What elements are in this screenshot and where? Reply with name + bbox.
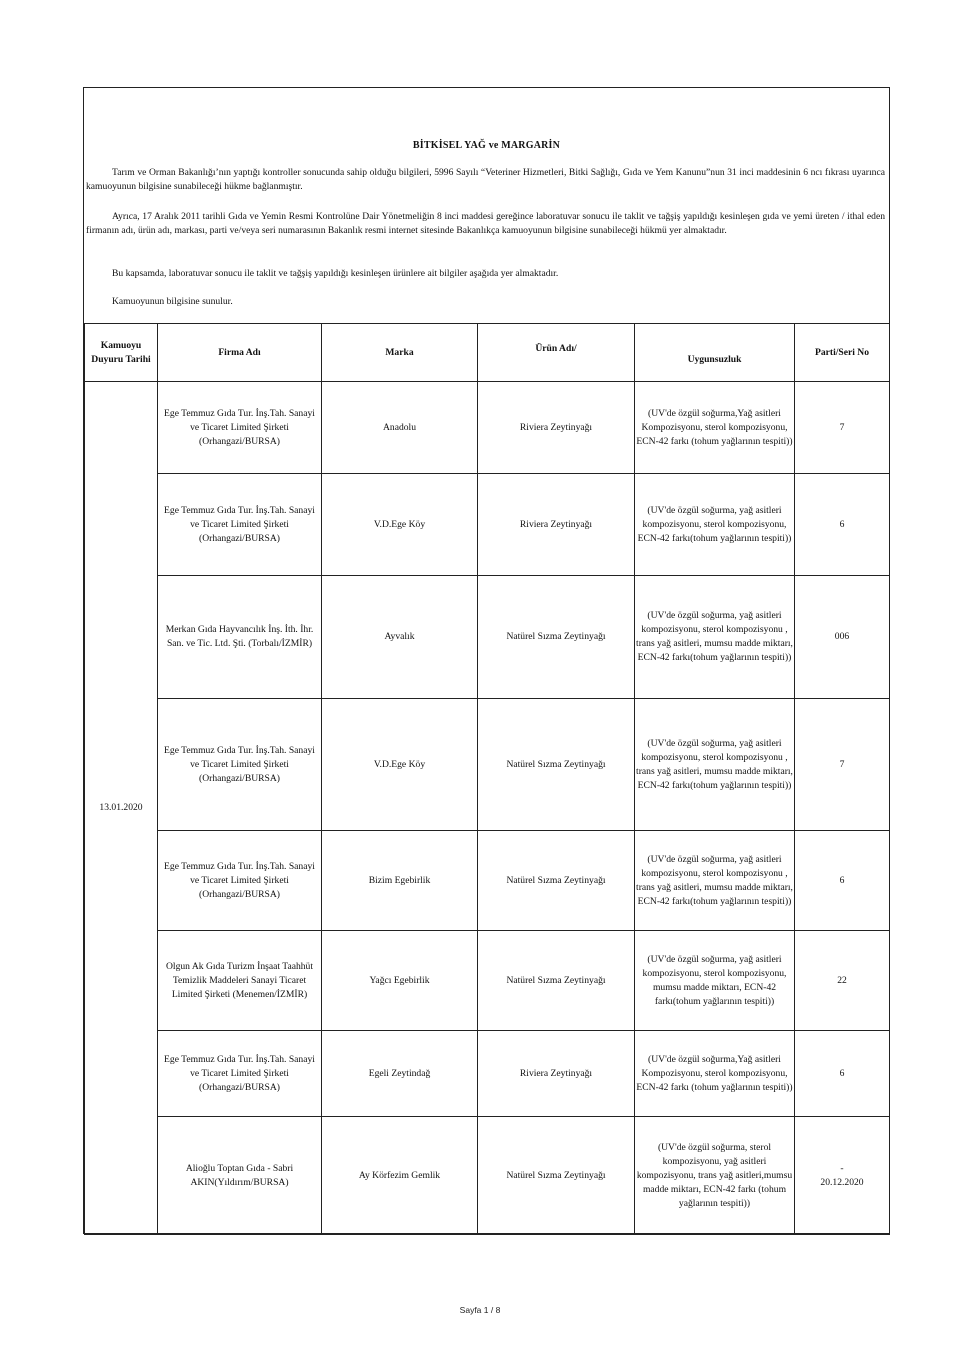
header-lot: Parti/Seri No [795, 324, 890, 382]
results-table [84, 323, 890, 1235]
brand-name: Egeli Zeytindağ [322, 1031, 478, 1117]
table-row [85, 831, 890, 931]
intro-paragraph-3: Bu kapsamda, laboratuvar sonucu ile taklit ve tağşiş yapıldığı kesinleşen ürünlere ait bilgiler aşağıda yer almaktadır. [112, 268, 559, 279]
table-row [85, 576, 890, 699]
table-row [85, 1117, 890, 1235]
brand-name: Anadolu [322, 382, 478, 474]
table-row [85, 382, 890, 474]
product-name: Natürel Sızma Zeytinyağı [478, 576, 635, 699]
table-row [85, 1031, 890, 1117]
firm-name: Ege Temmuz Gıda Tur. İnş.Tah. Sanayi ve Ticaret Limited Şirketi (Orhangazi/BURSA) [158, 382, 322, 474]
firm-name: Alioğlu Toptan Gıda - Sabri AKIN(Yıldırım/BURSA) [158, 1117, 322, 1235]
nonconformity: (UV'de özgül soğurma, yağ asitleri kompozisyonu, sterol kompozisyonu, ECN-42 farkı(tohum yağlarının tespiti)) [635, 474, 795, 576]
product-name: Riviera Zeytinyağı [478, 1031, 635, 1117]
brand-name: Ayvalık [322, 576, 478, 699]
intro-section [84, 88, 889, 324]
brand-name: Ay Körfezim Gemlik [322, 1117, 478, 1235]
header-brand: Marka [322, 324, 478, 382]
lot-number: 22 [795, 931, 890, 1031]
product-name: Natürel Sızma Zeytinyağı [478, 1117, 635, 1235]
page-footer: Sayfa 1 / 8 [459, 1305, 501, 1315]
nonconformity: (UV'de özgül soğurma, yağ asitleri kompozisyonu, sterol kompozisyonu , trans yağ asitleri, mumsu madde miktarı, ECN-42 farkı(tohum yağlarının tespiti)) [635, 831, 795, 931]
nonconformity: (UV'de özgül soğurma, yağ asitleri kompozisyonu, sterol kompozisyonu , trans yağ asitleri, mumsu madde miktarı, ECN-42 farkı(tohum yağlarının tespiti)) [635, 699, 795, 831]
firm-name: Merkan Gıda Hayvancılık İnş. İth. İhr. San. ve Tic. Ltd. Şti. (Torbalı/İZMİR) [158, 576, 322, 699]
lot-number: 7 [795, 699, 890, 831]
product-name: Riviera Zeytinyağı [478, 474, 635, 576]
brand-name: Bizim Egebirlik [322, 831, 478, 931]
lot-number: - 20.12.2020 [795, 1117, 890, 1235]
table-header-row [85, 324, 890, 382]
table-row [85, 474, 890, 576]
nonconformity: (UV'de özgül soğurma, sterol kompozisyonu, yağ asitleri kompozisyonu, trans yağ asitleri,mumsu madde miktarı, ECN-42 farkı (tohum yağlarının tespiti)) [635, 1117, 795, 1235]
firm-name: Olgun Ak Gıda Turizm İnşaat Taahhüt Temizlik Maddeleri Sanayi Ticaret Limited Şirketi (Menemen/İZMİR) [158, 931, 322, 1031]
product-name: Natürel Sızma Zeytinyağı [478, 699, 635, 831]
nonconformity: (UV'de özgül soğurma, yağ asitleri kompozisyonu, sterol kompozisyonu, mumsu madde miktarı, ECN-42 farkı(tohum yağlarının tespiti)) [635, 931, 795, 1031]
nonconformity: (UV'de özgül soğurma,Yağ asitleri Kompozisyonu, sterol kompozisyonu, ECN-42 farkı (tohum yağlarının tespiti)) [635, 1031, 795, 1117]
product-name: Natürel Sızma Zeytinyağı [478, 831, 635, 931]
header-firm: Firma Adı [158, 324, 322, 382]
lot-number: 6 [795, 474, 890, 576]
brand-name: V.D.Ege Köy [322, 699, 478, 831]
firm-name: Ege Temmuz Gıda Tur. İnş.Tah. Sanayi ve Ticaret Limited Şirketi (Orhangazi/BURSA) [158, 831, 322, 931]
table-row [85, 699, 890, 831]
brand-name: V.D.Ege Köy [322, 474, 478, 576]
nonconformity: (UV'de özgül soğurma, yağ asitleri kompozisyonu, sterol kompozisyonu , trans yağ asitleri, mumsu madde miktarı, ECN-42 farkı(tohum yağlarının tespiti)) [635, 576, 795, 699]
lot-number: 7 [795, 382, 890, 474]
firm-name: Ege Temmuz Gıda Tur. İnş.Tah. Sanayi ve Ticaret Limited Şirketi (Orhangazi/BURSA) [158, 699, 322, 831]
header-product: Ürün Adı/ [478, 324, 635, 382]
intro-paragraph-2: Ayrıca, 17 Aralık 2011 tarihli Gıda ve Yemin Resmi Kontrolüne Dair Yönetmeliğin 8 inci maddesi gereğince laboratuvar sonucu ile taklit ve tağşiş yapıldığı kesinleşen gıda ve yemi üreten / ithal eden firmanın adı, ürün adı, markası, parti ve/veya seri numarasının Bakanlık resmi internet sitesinde Bakanlıkça kamuoyunun bilgisine sunabileceği hükmü yer almaktadır. [86, 211, 885, 236]
product-name: Natürel Sızma Zeytinyağı [478, 931, 635, 1031]
intro-paragraph-1: Tarım ve Orman Bakanlığı’nın yaptığı kontroller sonucunda sahip olduğu bilgileri, 5996 Sayılı “Veteriner Hizmetleri, Bitki Sağlığı, Gıda ve Yem Kanunu”nun 31 inci maddesinin 6 ncı fıkrası uyarınca kamuoyunun bilgisine sunabileceği hükme bağlanmıştır. [86, 167, 885, 192]
header-nonconformity: Uygunsuzluk [635, 324, 795, 382]
lot-number: 6 [795, 831, 890, 931]
product-name: Riviera Zeytinyağı [478, 382, 635, 474]
lot-number: 006 [795, 576, 890, 699]
document-title: BİTKİSEL YAĞ ve MARGARİN [412, 140, 561, 151]
nonconformity: (UV'de özgül soğurma,Yağ asitleri Kompozisyonu, sterol kompozisyonu, ECN-42 farkı (tohum yağlarının tespiti)) [635, 382, 795, 474]
document-frame [83, 87, 890, 1234]
intro-paragraph-4: Kamuoyunun bilgisine sunulur. [112, 296, 233, 307]
brand-name: Yağcı Egebirlik [322, 931, 478, 1031]
firm-name: Ege Temmuz Gıda Tur. İnş.Tah. Sanayi ve Ticaret Limited Şirketi (Orhangazi/BURSA) [158, 474, 322, 576]
table-row [85, 931, 890, 1031]
lot-number: 6 [795, 1031, 890, 1117]
header-date: Kamuoyu Duyuru Tarihi [85, 324, 158, 382]
firm-name: Ege Temmuz Gıda Tur. İnş.Tah. Sanayi ve Ticaret Limited Şirketi (Orhangazi/BURSA) [158, 1031, 322, 1117]
announcement-date: 13.01.2020 [85, 382, 158, 1235]
